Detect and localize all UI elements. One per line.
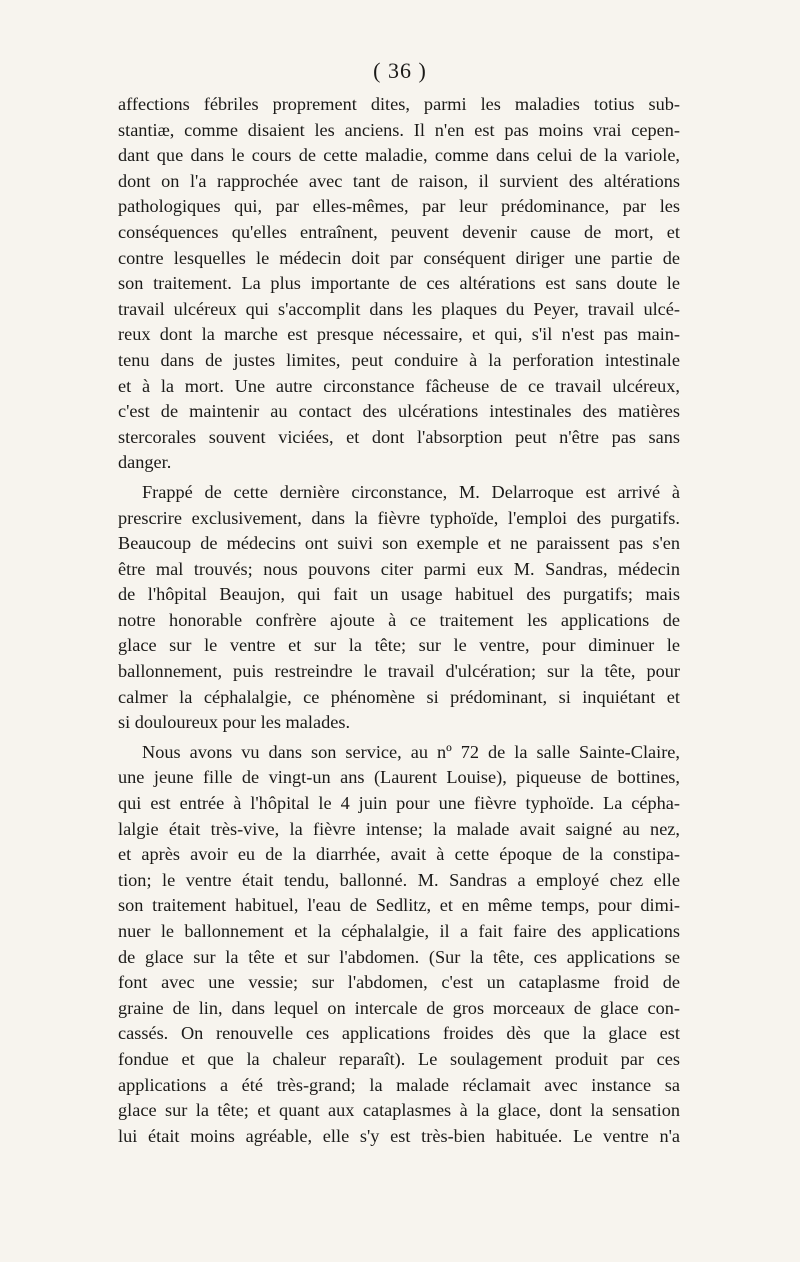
text-line: applications a été très-grand; la malade réclamait avec instance sa xyxy=(118,1074,680,1095)
text-line: tion; le ventre était tendu, ballonné. M. Sandras a employé chez elle xyxy=(118,869,680,890)
text-line: stantiæ, comme disaient les anciens. Il n'en est pas moins vrai cepen- xyxy=(118,119,680,140)
paragraph-3 xyxy=(118,740,680,1150)
text-line: conséquences qu'elles entraînent, peuvent devenir cause de mort, et xyxy=(118,221,680,242)
text-line: Nous avons vu dans son service, au nº 72 de la salle Sainte-Claire, xyxy=(142,741,680,762)
text-line: Frappé de cette dernière circonstance, M. Delarroque est arrivé à xyxy=(142,481,680,502)
text-line: graine de lin, dans lequel on intercale de gros morceaux de glace con- xyxy=(118,997,680,1018)
text-line: de glace sur la tête et sur l'abdomen. (Sur la tête, ces applications se xyxy=(118,946,680,967)
text-line: Beaucoup de médecins ont suivi son exemple et ne paraissent pas s'en xyxy=(118,533,680,554)
text-line: ballonnement, puis restreindre le travail d'ulcération; sur la tête, pour xyxy=(118,661,680,682)
text-line: danger. xyxy=(118,452,172,473)
text-line: calmer la céphalalgie, ce phénomène si prédominant, si inquiétant et xyxy=(118,686,680,707)
text-line: travail ulcéreux qui s'accomplit dans les plaques du Peyer, travail ulcé- xyxy=(118,298,680,319)
text-line: et après avoir eu de la diarrhée, avait à cette époque de la constipa- xyxy=(118,844,680,865)
text-line: son traitement. La plus importante de ces altérations est sans doute le xyxy=(118,273,680,294)
text-line: son traitement habituel, l'eau de Sedlitz, et en même temps, pour dimi- xyxy=(118,895,680,916)
text-line: de l'hôpital Beaujon, qui fait un usage habituel des purgatifs; mais xyxy=(118,584,680,605)
text-line: tenu dans de justes limites, peut conduire à la perforation intestinale xyxy=(118,349,680,370)
text-line: notre honorable confrère ajoute à ce traitement les applications de xyxy=(118,609,680,630)
text-line: affections fébriles proprement dites, parmi les maladies totius sub- xyxy=(118,94,680,114)
text-line: prescrire exclusivement, dans la fièvre typhoïde, l'emploi des purgatifs. xyxy=(118,507,680,528)
text-line: glace sur la tête; et quant aux cataplasmes à la glace, dont la sensation xyxy=(118,1100,680,1121)
text-line: reux dont la marche est presque nécessaire, et qui, s'il n'est pas main- xyxy=(118,324,680,345)
text-line: glace sur le ventre et sur la tête; sur le ventre, pour diminuer le xyxy=(118,635,680,656)
page-number: ( 36 ) xyxy=(373,58,427,83)
text-line: et à la mort. Une autre circonstance fâcheuse de ce travail ulcéreux, xyxy=(118,375,680,396)
page-body xyxy=(118,92,680,1149)
text-line: dant que dans le cours de cette maladie, comme dans celui de la variole, xyxy=(118,145,680,166)
text-line: contre lesquelles le médecin doit par conséquent diriger une partie de xyxy=(118,247,680,268)
text-line: dont on l'a rapprochée avec tant de raison, il survient des altérations xyxy=(118,170,680,191)
text-line: lalgie était très-vive, la fièvre intense; la malade avait saigné au nez, xyxy=(118,818,680,839)
text-line: stercorales souvent viciées, et dont l'absorption peut n'être pas sans xyxy=(118,426,680,447)
text-line: font avec une vessie; sur l'abdomen, c'est un cataplasme froid de xyxy=(118,972,680,993)
paragraph-1 xyxy=(118,92,680,476)
text-line: pathologiques qui, par elles-mêmes, par leur prédominance, par les xyxy=(118,196,680,217)
text-line: fondue et que la chaleur reparaît). Le soulagement produit par ces xyxy=(118,1048,680,1069)
text-line: une jeune fille de vingt-un ans (Laurent Louise), piqueuse de bottines, xyxy=(118,767,680,788)
text-line: si douloureux pour les malades. xyxy=(118,712,351,733)
text-line: nuer le ballonnement et la céphalalgie, il a fait faire des applications xyxy=(118,921,680,941)
text-line: c'est de maintenir au contact des ulcérations intestinales des matières xyxy=(118,401,680,422)
text-line: qui est entrée à l'hôpital le 4 juin pour une fièvre typhoïde. La cépha- xyxy=(118,793,680,814)
text-line: cassés. On renouvelle ces applications froides dès que la glace est xyxy=(118,1023,680,1044)
text-line: être mal trouvés; nous pouvons citer parmi eux M. Sandras, médecin xyxy=(118,558,680,579)
paragraph-2 xyxy=(118,480,680,736)
text-line: lui était moins agréable, elle s'y est très-bien habituée. Le ventre n'a xyxy=(118,1125,680,1146)
